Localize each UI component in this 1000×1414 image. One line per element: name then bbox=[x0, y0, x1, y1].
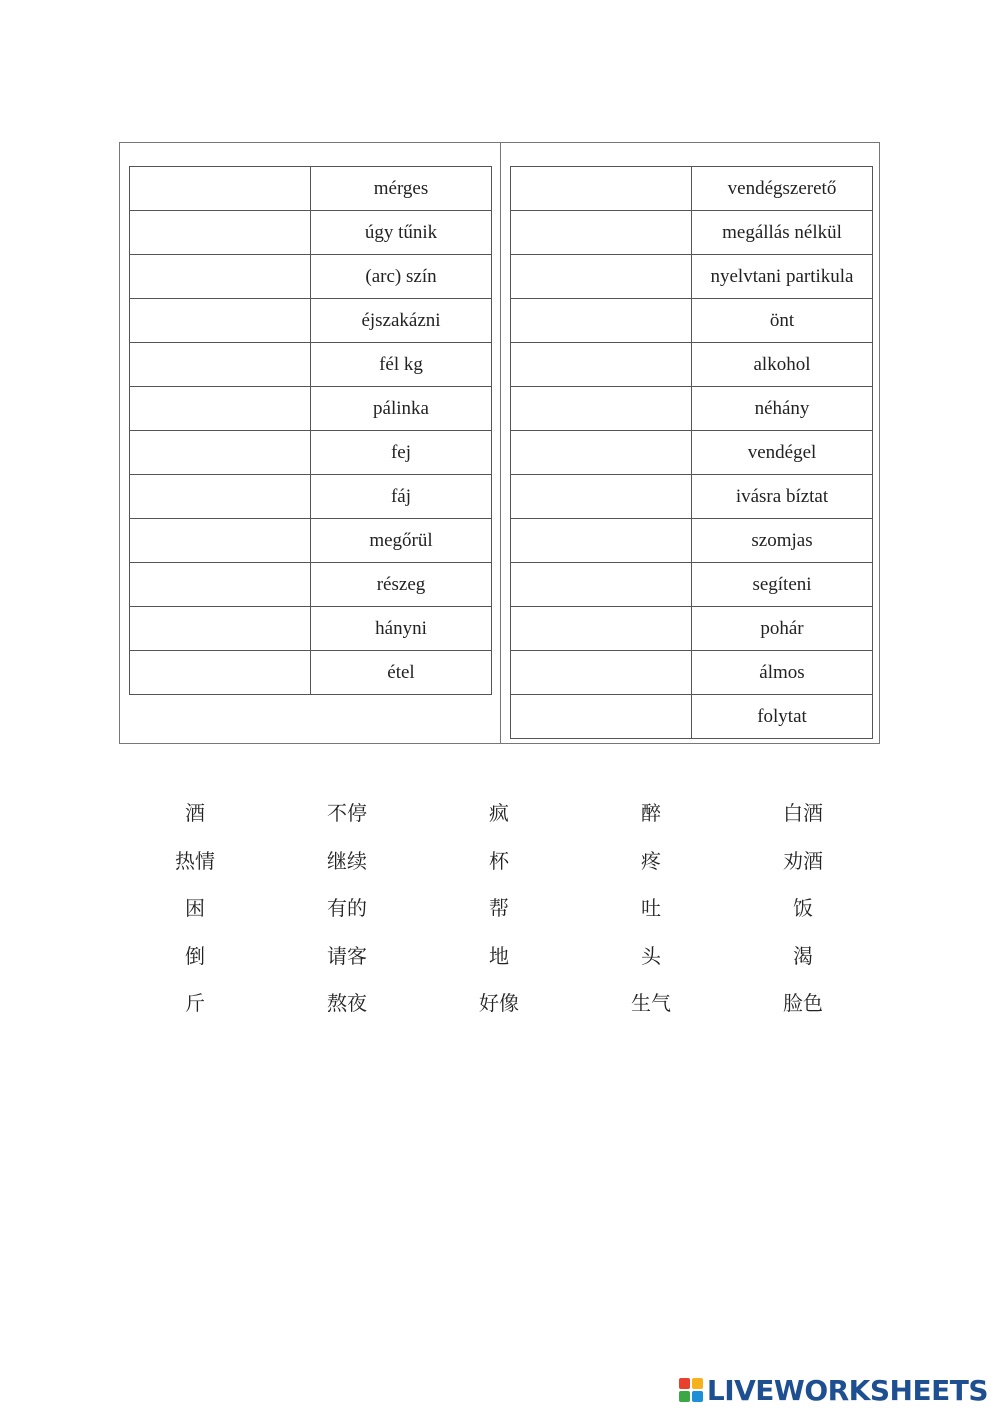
hungarian-word: folytat bbox=[692, 695, 873, 739]
hungarian-word: pohár bbox=[692, 607, 873, 651]
chinese-word-item[interactable]: 渴 bbox=[793, 943, 813, 968]
answer-drop-cell[interactable] bbox=[511, 475, 692, 519]
liveworksheets-logo bbox=[679, 1372, 988, 1408]
chinese-word-item[interactable]: 困 bbox=[185, 896, 205, 920]
answer-drop-cell[interactable] bbox=[511, 255, 692, 299]
logo-square bbox=[692, 1378, 703, 1389]
left-vocabulary-table bbox=[129, 166, 492, 695]
table-row bbox=[130, 387, 492, 431]
hungarian-word: hányni bbox=[311, 607, 492, 651]
table-row bbox=[130, 607, 492, 651]
chinese-word-item[interactable]: 头 bbox=[641, 943, 661, 968]
chinese-word-item[interactable]: 白酒 bbox=[783, 801, 823, 825]
table-row bbox=[511, 651, 873, 695]
table-row bbox=[511, 563, 873, 607]
answer-drop-cell[interactable] bbox=[130, 607, 311, 651]
chinese-word-item[interactable]: 斤 bbox=[185, 991, 205, 1015]
chinese-word-item[interactable]: 继续 bbox=[327, 848, 367, 873]
hungarian-word: nyelvtani partikula bbox=[692, 255, 873, 299]
chinese-word-item[interactable]: 地 bbox=[489, 943, 509, 968]
answer-drop-cell[interactable] bbox=[130, 299, 311, 343]
chinese-word-item[interactable]: 杯 bbox=[489, 848, 509, 873]
hungarian-word: megőrül bbox=[311, 519, 492, 563]
hungarian-word: fél kg bbox=[311, 343, 492, 387]
chinese-word-item[interactable]: 酒 bbox=[185, 801, 205, 825]
chinese-word-item[interactable]: 醉 bbox=[641, 801, 661, 825]
chinese-word-item[interactable]: 好像 bbox=[479, 991, 519, 1015]
hungarian-word: pálinka bbox=[311, 387, 492, 431]
chinese-word-item[interactable]: 劝酒 bbox=[783, 848, 823, 873]
answer-drop-cell[interactable] bbox=[130, 211, 311, 255]
table-row bbox=[511, 343, 873, 387]
answer-drop-cell[interactable] bbox=[511, 563, 692, 607]
hungarian-word: részeg bbox=[311, 563, 492, 607]
answer-drop-cell[interactable] bbox=[511, 695, 692, 739]
table-row bbox=[511, 167, 873, 211]
chinese-word-item[interactable]: 生气 bbox=[631, 991, 671, 1015]
hungarian-word: éjszakázni bbox=[311, 299, 492, 343]
logo-square bbox=[692, 1391, 703, 1402]
logo-square bbox=[679, 1378, 690, 1389]
answer-drop-cell[interactable] bbox=[511, 167, 692, 211]
chinese-word-item[interactable]: 不停 bbox=[327, 801, 367, 825]
logo-square bbox=[679, 1391, 690, 1402]
table-row bbox=[130, 563, 492, 607]
answer-drop-cell[interactable] bbox=[130, 519, 311, 563]
chinese-word-item[interactable]: 倒 bbox=[185, 943, 205, 968]
table-row bbox=[130, 651, 492, 695]
answer-drop-cell[interactable] bbox=[511, 211, 692, 255]
logo-squares-icon bbox=[679, 1378, 703, 1402]
hungarian-word: megállás nélkül bbox=[692, 211, 873, 255]
chinese-word-bank bbox=[119, 790, 880, 1028]
answer-drop-cell[interactable] bbox=[130, 475, 311, 519]
table-row bbox=[130, 519, 492, 563]
matching-worksheet-frame bbox=[119, 142, 880, 744]
hungarian-word: vendégel bbox=[692, 431, 873, 475]
hungarian-word: vendégszerető bbox=[692, 167, 873, 211]
hungarian-word: mérges bbox=[311, 167, 492, 211]
hungarian-word: néhány bbox=[692, 387, 873, 431]
answer-drop-cell[interactable] bbox=[511, 299, 692, 343]
answer-drop-cell[interactable] bbox=[511, 431, 692, 475]
answer-drop-cell[interactable] bbox=[130, 563, 311, 607]
table-row bbox=[511, 431, 873, 475]
chinese-word-item[interactable]: 疯 bbox=[489, 801, 509, 825]
chinese-word-item[interactable]: 热情 bbox=[175, 848, 215, 873]
hungarian-word: szomjas bbox=[692, 519, 873, 563]
table-row bbox=[130, 299, 492, 343]
hungarian-word: alkohol bbox=[692, 343, 873, 387]
hungarian-word: fej bbox=[311, 431, 492, 475]
answer-drop-cell[interactable] bbox=[130, 343, 311, 387]
table-row bbox=[511, 519, 873, 563]
table-row bbox=[511, 475, 873, 519]
answer-drop-cell[interactable] bbox=[511, 519, 692, 563]
table-row bbox=[511, 387, 873, 431]
hungarian-word: ivásra bíztat bbox=[692, 475, 873, 519]
center-divider bbox=[500, 143, 501, 743]
hungarian-word: étel bbox=[311, 651, 492, 695]
logo-text: LIVEWORKSHEETS bbox=[706, 1373, 988, 1407]
table-row bbox=[130, 255, 492, 299]
hungarian-word: fáj bbox=[311, 475, 492, 519]
right-vocabulary-table bbox=[510, 166, 873, 739]
table-row bbox=[130, 167, 492, 211]
chinese-word-item[interactable]: 帮 bbox=[489, 896, 509, 920]
table-row bbox=[511, 299, 873, 343]
table-row bbox=[130, 431, 492, 475]
table-row bbox=[130, 343, 492, 387]
answer-drop-cell[interactable] bbox=[511, 607, 692, 651]
answer-drop-cell[interactable] bbox=[130, 255, 311, 299]
table-row bbox=[511, 255, 873, 299]
hungarian-word: álmos bbox=[692, 651, 873, 695]
chinese-word-item[interactable]: 熬夜 bbox=[327, 991, 367, 1015]
hungarian-word: segíteni bbox=[692, 563, 873, 607]
table-row bbox=[130, 211, 492, 255]
answer-drop-cell[interactable] bbox=[511, 651, 692, 695]
chinese-word-item[interactable]: 饭 bbox=[793, 896, 813, 920]
chinese-word-item[interactable]: 请客 bbox=[327, 943, 367, 968]
hungarian-word: úgy tűnik bbox=[311, 211, 492, 255]
chinese-word-item[interactable]: 有的 bbox=[327, 896, 367, 920]
table-row bbox=[511, 607, 873, 651]
hungarian-word: (arc) szín bbox=[311, 255, 492, 299]
answer-drop-cell[interactable] bbox=[130, 651, 311, 695]
table-row bbox=[511, 695, 873, 739]
answer-drop-cell[interactable] bbox=[130, 167, 311, 211]
answer-drop-cell[interactable] bbox=[130, 387, 311, 431]
chinese-word-item[interactable]: 脸色 bbox=[783, 991, 823, 1015]
chinese-word-item[interactable]: 疼 bbox=[641, 848, 661, 873]
table-row bbox=[511, 211, 873, 255]
answer-drop-cell[interactable] bbox=[130, 431, 311, 475]
hungarian-word: önt bbox=[692, 299, 873, 343]
chinese-word-item[interactable]: 吐 bbox=[641, 896, 661, 920]
table-row bbox=[130, 475, 492, 519]
answer-drop-cell[interactable] bbox=[511, 343, 692, 387]
answer-drop-cell[interactable] bbox=[511, 387, 692, 431]
